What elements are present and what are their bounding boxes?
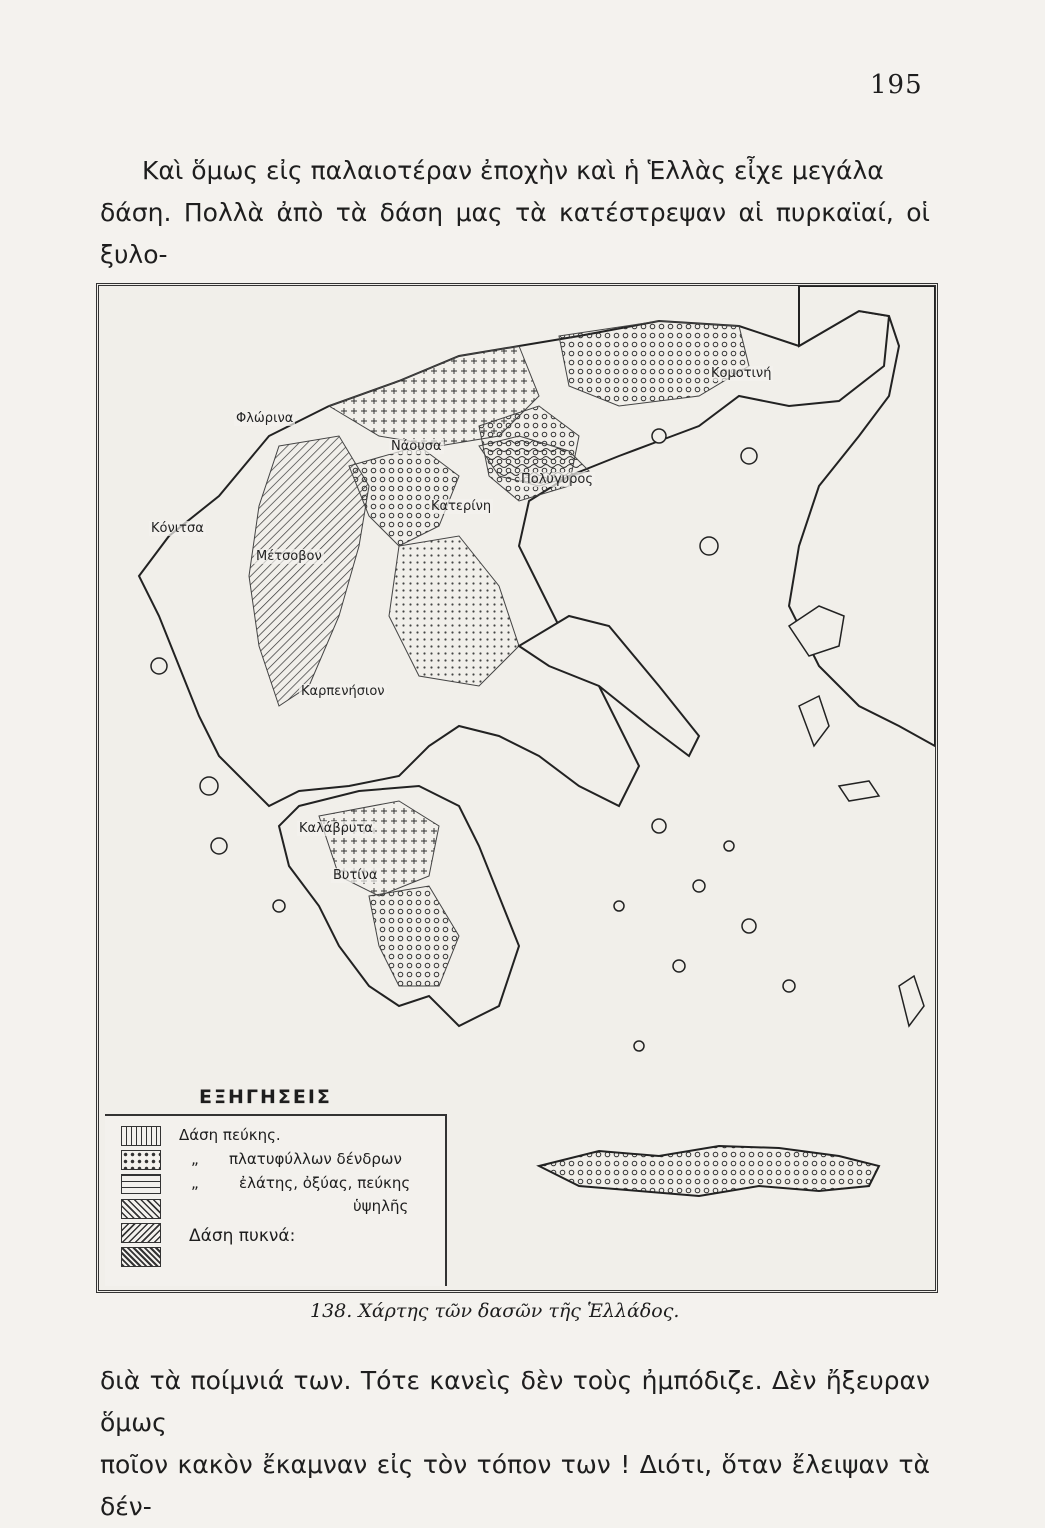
legend-title: ΕΞΗΓΗΣΕΙΣ — [199, 1086, 332, 1108]
map-label-florina: Φλώρινα — [236, 411, 294, 426]
island-ionian-1 — [151, 658, 167, 674]
legend-mark-fir: „ — [191, 1174, 199, 1192]
map-label-karpenisi: Καρπενήσιον — [301, 684, 385, 699]
island-ionian-3 — [211, 838, 227, 854]
map-label-polygyros: Πολύγυρος — [521, 472, 593, 487]
top-paragraph-line: δάση. Πολλὰ ἀπὸ τὰ δάση μας τὰ κατέστρεψαν αἱ πυρκαϊαί, οἱ ξυλο- — [100, 198, 930, 269]
island-cyclades-6 — [614, 901, 624, 911]
legend-swatch-dense-1 — [121, 1199, 161, 1219]
island-cyclades-3 — [724, 841, 734, 851]
legend-label-pine: Δάση πεύκης. — [179, 1126, 281, 1144]
legend-label-broadleaf: πλατυφύλλων δένδρων — [229, 1150, 402, 1168]
island-cyclades-4 — [742, 919, 756, 933]
island-ionian-2 — [200, 777, 218, 795]
map-label-naousa: Νάουσα — [391, 439, 442, 454]
map-label-metsovo: Μέτσοβον — [256, 549, 322, 564]
legend-label-fir: ἐλάτης, ὀξύας, πεύκης — [239, 1174, 411, 1192]
island-chios — [799, 696, 829, 746]
legend-swatch-pine — [121, 1126, 161, 1146]
island-cyclades-8 — [634, 1041, 644, 1051]
crete-outline — [539, 1146, 879, 1196]
legend-mark-broadleaf: „ — [191, 1150, 199, 1168]
bottom-paragraph-line: ποῖον κακὸν ἔκαμναν εἰς τὸν τόπον των ! Διότι, ὅταν ἔλειψαν τὰ δέν- — [100, 1450, 930, 1521]
map-label-konitsa: Κόνιτσα — [151, 521, 204, 536]
island-cyclades-7 — [783, 980, 795, 992]
legend-label-fir-cont: ὑψηλῆς — [353, 1197, 409, 1215]
island-rhodes — [899, 976, 924, 1026]
legend-swatch-dense-3 — [121, 1247, 161, 1267]
island-cyclades-1 — [652, 819, 666, 833]
legend-label-dense: Δάση πυκνά: — [189, 1226, 296, 1246]
legend-swatch-fir — [121, 1174, 161, 1194]
island-cyclades-2 — [693, 880, 705, 892]
island-north-aegean-1 — [652, 429, 666, 443]
legend-swatch-broadleaf — [121, 1150, 161, 1170]
island-north-aegean-2 — [741, 448, 757, 464]
map-label-komotini: Κομοτινή — [711, 366, 772, 381]
island-ionian-4 — [273, 900, 285, 912]
legend-swatch-dense-2 — [121, 1223, 161, 1243]
bottom-paragraph — [100, 1360, 930, 1528]
forest-map — [96, 283, 938, 1293]
map-label-kalavryta: Καλάβρυτα — [299, 821, 373, 836]
bottom-paragraph-line: διὰ τὰ ποίμνιά των. Τότε κανεὶς δὲν τοὺς ἠμπόδιζε. Δὲν ἤξευραν ὅμως — [100, 1366, 930, 1437]
top-paragraph-line: Καὶ ὅμως εἰς παλαιοτέραν ἐποχὴν καὶ ἡ Ἑλλὰς εἶχε μεγάλα — [142, 156, 884, 185]
page-number: 195 — [870, 70, 923, 100]
map-label-katerini: Κατερίνη — [431, 499, 492, 514]
island-samos — [839, 781, 879, 801]
island-cyclades-5 — [673, 960, 685, 972]
island-north-aegean-3 — [700, 537, 718, 555]
map-caption: 138. Χάρτης τῶν δασῶν τῆς Ἑλλάδος. — [310, 1300, 680, 1322]
map-label-vytina: Βυτίνα — [333, 868, 378, 883]
